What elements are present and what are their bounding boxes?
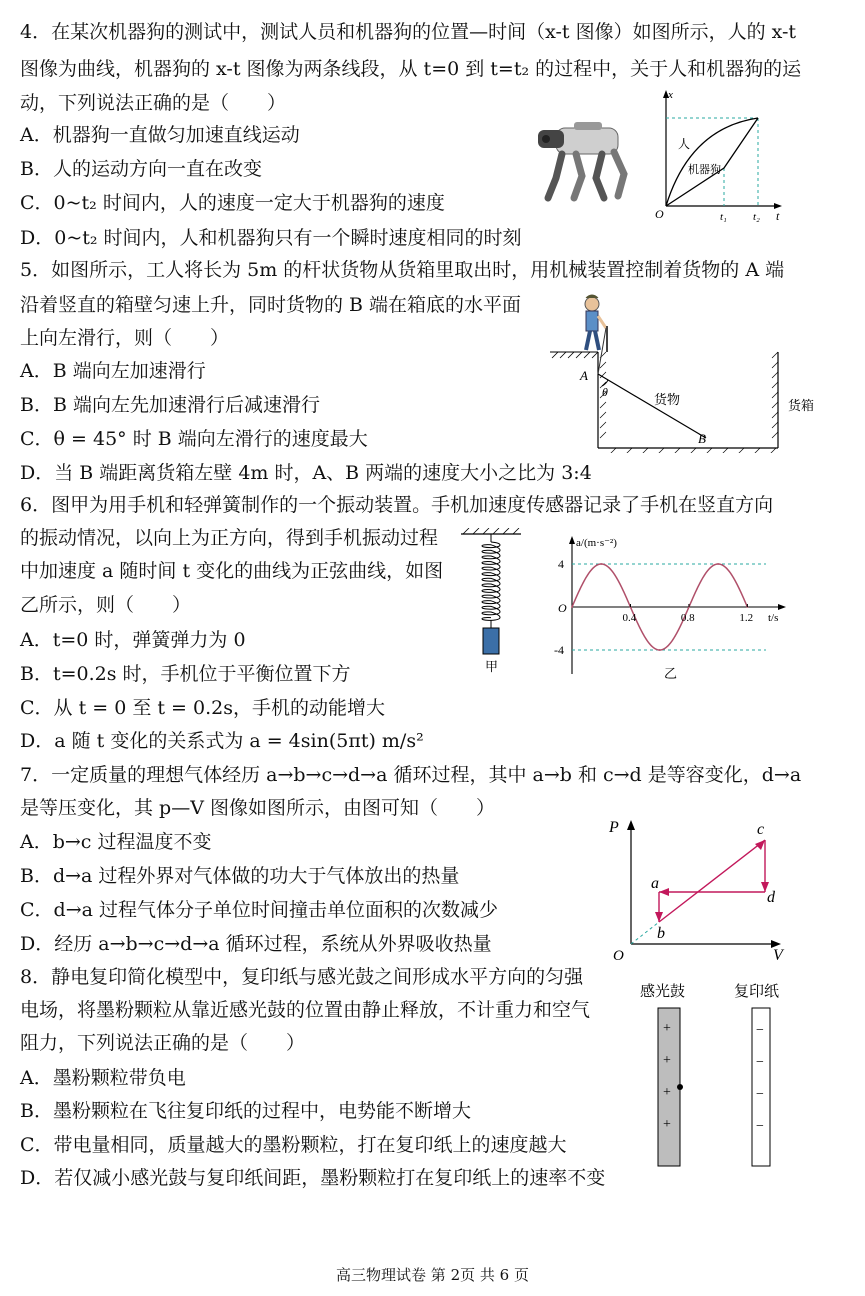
label-cargo: 货物 bbox=[654, 392, 681, 407]
y-axis-arrow bbox=[569, 536, 575, 544]
dog-label: 机器狗 bbox=[688, 164, 721, 176]
q6-stem-line3: 中加速度 a 随时间 t 变化的曲线为正弦曲线，如图 bbox=[20, 560, 444, 582]
t1-label: t₁ bbox=[720, 211, 727, 223]
q7-stem-line2: 是等压变化，其 p—V 图像如图所示，由图可知（ ） bbox=[20, 797, 495, 819]
q6-stem-line1: 6．图甲为用手机和轻弹簧制作的一个振动装置。手机加速度传感器记录了手机在竖直方向 bbox=[20, 494, 774, 516]
minus-4: − bbox=[756, 1119, 764, 1134]
y-tick-label-top: 4 bbox=[558, 557, 564, 571]
plus-2: + bbox=[663, 1053, 671, 1068]
q5-option-a: A．B 端向左加速滑行 bbox=[20, 360, 206, 382]
cargo-rod bbox=[598, 374, 706, 438]
toner-particle bbox=[677, 1084, 683, 1090]
q4-option-b: B．人的运动方向一直在改变 bbox=[20, 158, 262, 180]
label-box: 货箱 bbox=[788, 398, 815, 413]
x-axis-arrow bbox=[778, 604, 786, 610]
q6-option-b: B．t=0.2s 时，手机位于平衡位置下方 bbox=[20, 663, 351, 685]
drum-label: 感光鼓 bbox=[640, 984, 686, 1000]
x-axis-label: t/s bbox=[768, 612, 779, 624]
q6-option-c: C．从 t = 0 至 t = 0.2s，手机的动能增大 bbox=[20, 697, 385, 719]
spring-device-figure bbox=[455, 528, 530, 678]
x-tick-label-0: 0.4 bbox=[622, 612, 637, 624]
t-axis-label: t bbox=[776, 209, 780, 223]
minus-2: − bbox=[756, 1055, 764, 1070]
chart-origin-label: O bbox=[558, 601, 567, 615]
origin-label: O bbox=[655, 207, 664, 221]
q5-option-d: D．当 B 端距离货箱左壁 4m 时，A、B 两端的速度大小之比为 3:4 bbox=[20, 462, 592, 484]
q7-option-d: D．经历 a→b→c→d→a 循环过程，系统从外界吸收热量 bbox=[20, 933, 492, 955]
y-axis-label: a/(m·s⁻²) bbox=[576, 537, 617, 549]
plus-4: + bbox=[663, 1117, 671, 1132]
minus-1: − bbox=[756, 1023, 764, 1038]
v-axis-label: V bbox=[773, 947, 783, 962]
page-footer: 高三物理试卷 第 2页 共 6 页 bbox=[336, 1266, 529, 1284]
q4-option-d: D．0~t₂ 时间内，人和机器狗只有一个瞬时速度相同的时刻 bbox=[20, 227, 522, 249]
q6-stem-line4: 乙所示，则（ ） bbox=[20, 594, 192, 616]
label-a: A bbox=[580, 368, 588, 383]
q5-option-c: C．θ = 45° 时 B 端向左滑行的速度最大 bbox=[20, 428, 368, 450]
fig-jia-label: 甲 bbox=[485, 659, 499, 674]
spring-coil bbox=[482, 542, 500, 620]
plus-1: + bbox=[663, 1021, 671, 1036]
q7-stem-line1: 7．一定质量的理想气体经历 a→b→c→d→a 循环过程，其中 a→b 和 c→d 是等容变化，d→a bbox=[20, 764, 802, 786]
q8-stem-line3: 阻力，下列说法正确的是（ ） bbox=[20, 1032, 306, 1054]
p-axis-label: P bbox=[609, 819, 619, 836]
person-curve bbox=[666, 118, 758, 206]
q4-stem-line3: 动，下列说法正确的是（ ） bbox=[20, 92, 287, 114]
q4-stem-line1: 4．在某次机器狗的测试中，测试人员和机器狗的位置—时间（x-t 图像）如图所示，人的 x-t bbox=[20, 21, 797, 43]
label-theta: θ bbox=[602, 385, 608, 399]
origin-o-label: O bbox=[613, 948, 624, 962]
q6-option-a: A．t=0 时，弹簧弹力为 0 bbox=[20, 629, 246, 651]
plus-3: + bbox=[663, 1085, 671, 1100]
data-point-0 bbox=[571, 606, 573, 608]
x-axis-label: x bbox=[668, 89, 673, 101]
x-tick-label-1: 0.8 bbox=[680, 612, 695, 624]
q4-option-a: A．机器狗一直做匀加速直线运动 bbox=[20, 124, 300, 146]
y-tick-label-bottom: -4 bbox=[554, 643, 564, 657]
q8-option-c: C．带电量相同，质量越大的墨粉颗粒，打在复印纸上的速度越大 bbox=[20, 1134, 567, 1156]
q7-option-b: B．d→a 过程外界对气体做的功大于气体放出的热量 bbox=[20, 865, 460, 887]
q8-option-a: A．墨粉颗粒带负电 bbox=[20, 1067, 186, 1089]
paper-label: 复印纸 bbox=[734, 984, 780, 1000]
data-point-5 bbox=[717, 563, 719, 565]
q7-option-c: C．d→a 过程气体分子单位时间撞击单位面积的次数减少 bbox=[20, 899, 498, 921]
q8-stem-line1: 8．静电复印简化模型中，复印纸与感光鼓之间形成水平方向的匀强 bbox=[20, 966, 584, 988]
point-c-label: c bbox=[757, 821, 765, 838]
minus-3: − bbox=[756, 1087, 764, 1102]
point-b-label: b bbox=[657, 925, 665, 942]
point-d-label: d bbox=[767, 889, 775, 906]
q5-stem-line3: 上向左滑行，则（ ） bbox=[20, 327, 230, 349]
q6-stem-line2: 的振动情况，以向上为正方向，得到手机振动过程 bbox=[20, 527, 439, 549]
label-b: B bbox=[698, 431, 706, 446]
q8-copier-figure bbox=[632, 980, 802, 1170]
q8-option-b: B．墨粉颗粒在飞往复印纸的过程中，电势能不断增大 bbox=[20, 1100, 471, 1122]
q5-stem-line1: 5．如图所示，工人将长为 5m 的杆状货物从货箱里取出时，用机械装置控制着货物的 A 端 bbox=[20, 259, 785, 281]
q7-pv-graph bbox=[605, 812, 795, 962]
q4-stem-line2: 图像为曲线，机器狗的 x-t 图像为两条线段，从 t=0 到 t=t₂ 的过程中，关于人和机器狗的运 bbox=[20, 58, 802, 80]
q8-option-d: D．若仅减小感光鼓与复印纸间距，墨粉颗粒打在复印纸上的速率不变 bbox=[20, 1167, 606, 1189]
q5-cargo-figure bbox=[550, 288, 850, 453]
q5-option-b: B．B 端向左先加速滑行后减速滑行 bbox=[20, 394, 320, 416]
q8-stem-line2: 电场，将墨粉颗粒从靠近感光鼓的位置由静止释放，不计重力和空气 bbox=[20, 999, 591, 1021]
x-tick-label-2: 1.2 bbox=[739, 612, 754, 624]
dog-segments bbox=[666, 118, 758, 206]
t2-label: t₂ bbox=[753, 211, 760, 223]
q7-option-a: A．b→c 过程温度不变 bbox=[20, 831, 212, 853]
q4-xt-graph bbox=[650, 88, 790, 223]
q4-option-c: C．0~t₂ 时间内，人的速度一定大于机器狗的速度 bbox=[20, 192, 445, 214]
data-point-3 bbox=[659, 649, 661, 651]
person-label: 人 bbox=[678, 137, 691, 151]
q6-option-d: D．a 随 t 变化的关系式为 a = 4sin(5πt) m/s² bbox=[20, 730, 424, 752]
point-a-label: a bbox=[651, 875, 659, 892]
fig-yi-label: 乙 bbox=[664, 666, 678, 681]
q5-stem-line2: 沿着竖直的箱壁匀速上升，同时货物的 B 端在箱底的水平面 bbox=[20, 294, 522, 316]
data-point-1 bbox=[600, 563, 602, 565]
robot-dog-picture bbox=[528, 100, 653, 205]
phone-block bbox=[483, 628, 499, 654]
q6-acceleration-chart bbox=[552, 532, 800, 682]
